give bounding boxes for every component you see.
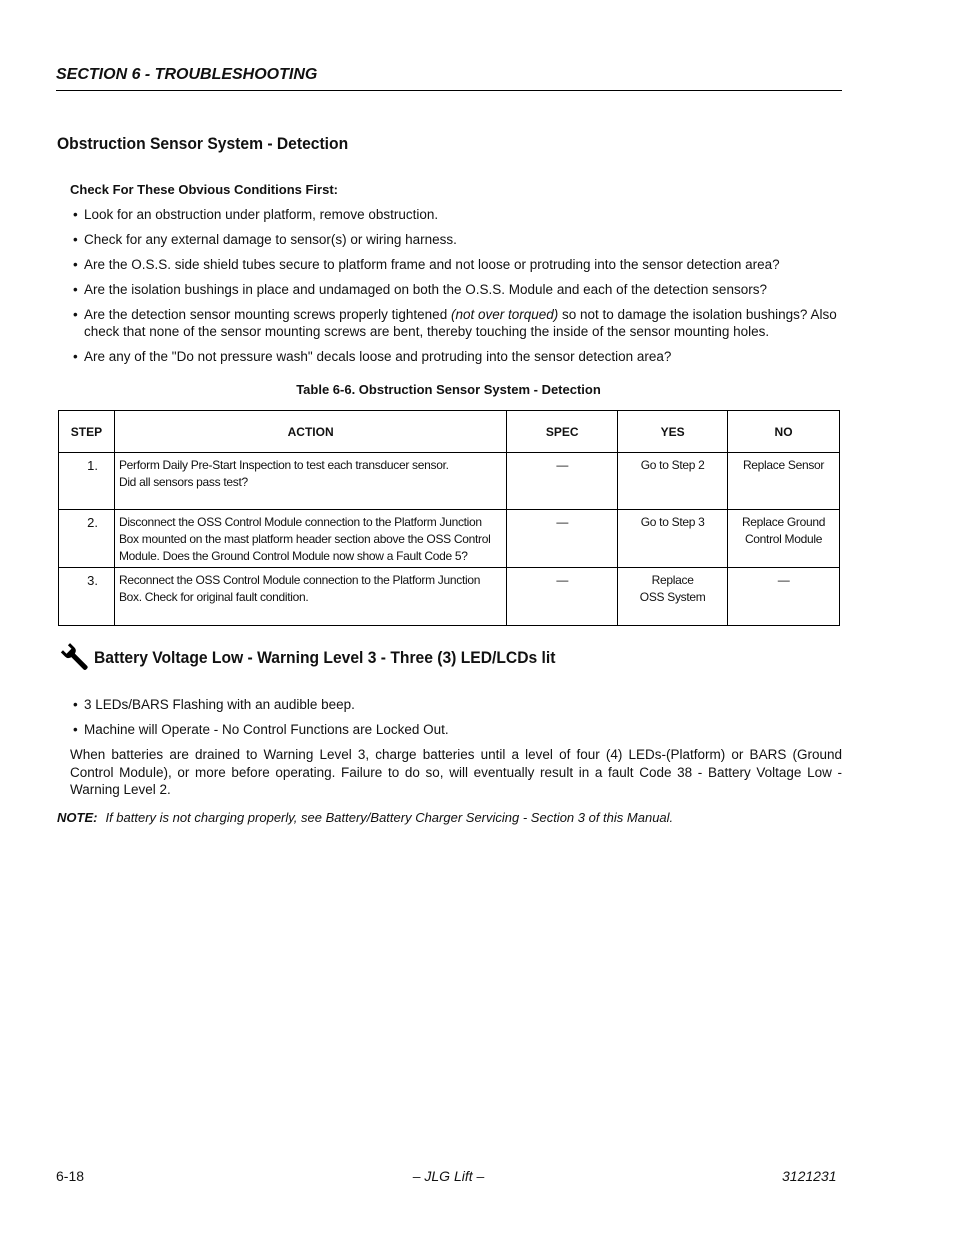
footer-brand: – JLG Lift – [412,1168,485,1184]
check-bullet: • Are the detection sensor mounting screws properly tightened (not over torqued) so not to damage the isolation bushings? Also check that none of the sensor mounting screws are bent, thereby touching the inside of the sensor mounting holes. [70,306,850,340]
footer-doc-number: 3121231 [782,1168,837,1184]
battery-paragraph: When batteries are drained to Warning Level 3, charge batteries until a level of four (4) LEDs-(Platform) or BARS (Ground Control Module), or more before operating. Failure to do so, will eventually result in a fault Code 38 - Battery Voltage Low - Warning Level 2. [70,747,842,797]
check-bullet: • Are any of the "Do not pressure wash" decals loose and protruding into the sensor detection area? [70,348,850,365]
table-caption: Table 6-6. Obstruction Sensor System - Detection [296,382,601,397]
step-cell: 3. [59,568,115,626]
header-yes: YES [618,411,728,453]
note-label: NOTE: [57,810,98,825]
action-cell: Reconnect the OSS Control Module connection to the Platform Junction Box. Check for original fault condition. [114,568,506,626]
yes-cell: Go to Step 2 [618,453,728,510]
action-cell: Disconnect the OSS Control Module connection to the Platform Junction Box mounted on the mast platform header section above the OSS Control Module. Does the Ground Control Module now show a Fault Code 5? [114,510,506,568]
battery-section [70,696,842,799]
header-no: NO [728,411,840,453]
header-step: STEP [59,411,115,453]
header-action: ACTION [114,411,506,453]
spec-cell: — [507,510,618,568]
table-header-row [59,411,840,453]
step-cell: 1. [59,453,115,510]
troubleshooting-table [58,410,840,626]
no-cell: Replace Ground Control Module [728,510,840,568]
yes-cell: Replace OSS System [618,568,728,626]
wrench-icon [60,643,90,673]
check-bullet: • Are the O.S.S. side shield tubes secure to platform frame and not loose or protruding into the sensor detection area? [70,256,850,273]
check-bullet: • Look for an obstruction under platform, remove obstruction. [70,206,850,223]
header-spec: SPEC [507,411,618,453]
note [57,810,673,825]
battery-bullet: • 3 LEDs/BARS Flashing with an audible beep. [70,696,842,713]
footer-page-number: 6-18 [56,1168,85,1184]
battery-title: Battery Voltage Low - Warning Level 3 - Three (3) LED/LCDs lit [94,648,556,667]
table-row [59,453,840,510]
check-bullet: • Are the isolation bushings in place and undamaged on both the O.S.S. Module and each of the detection sensors? [70,281,850,298]
yes-cell: Go to Step 3 [618,510,728,568]
action-cell: Perform Daily Pre-Start Inspection to test each transducer sensor. Did all sensors pass test? [114,453,506,510]
step-cell: 2. [59,510,115,568]
spec-cell: — [507,568,618,626]
note-text: If battery is not charging properly, see Battery/Battery Charger Servicing - Section 3 of this Manual. [105,810,674,825]
battery-bullet: • Machine will Operate - No Control Functions are Locked Out. [70,721,842,738]
spec-cell: — [507,453,618,510]
section-header [56,66,842,91]
check-lead: Check For These Obvious Conditions First: [70,182,338,197]
battery-heading [60,643,596,673]
section-title: SECTION 6 - TROUBLESHOOTING [56,66,318,83]
no-cell: — [728,568,840,626]
oss-heading: Obstruction Sensor System - Detection [57,134,349,153]
oss-checklist [70,182,850,373]
table-row [59,510,840,568]
no-cell: Replace Sensor [728,453,840,510]
table-row [59,568,840,626]
check-bullet: • Check for any external damage to sensor(s) or wiring harness. [70,231,850,248]
